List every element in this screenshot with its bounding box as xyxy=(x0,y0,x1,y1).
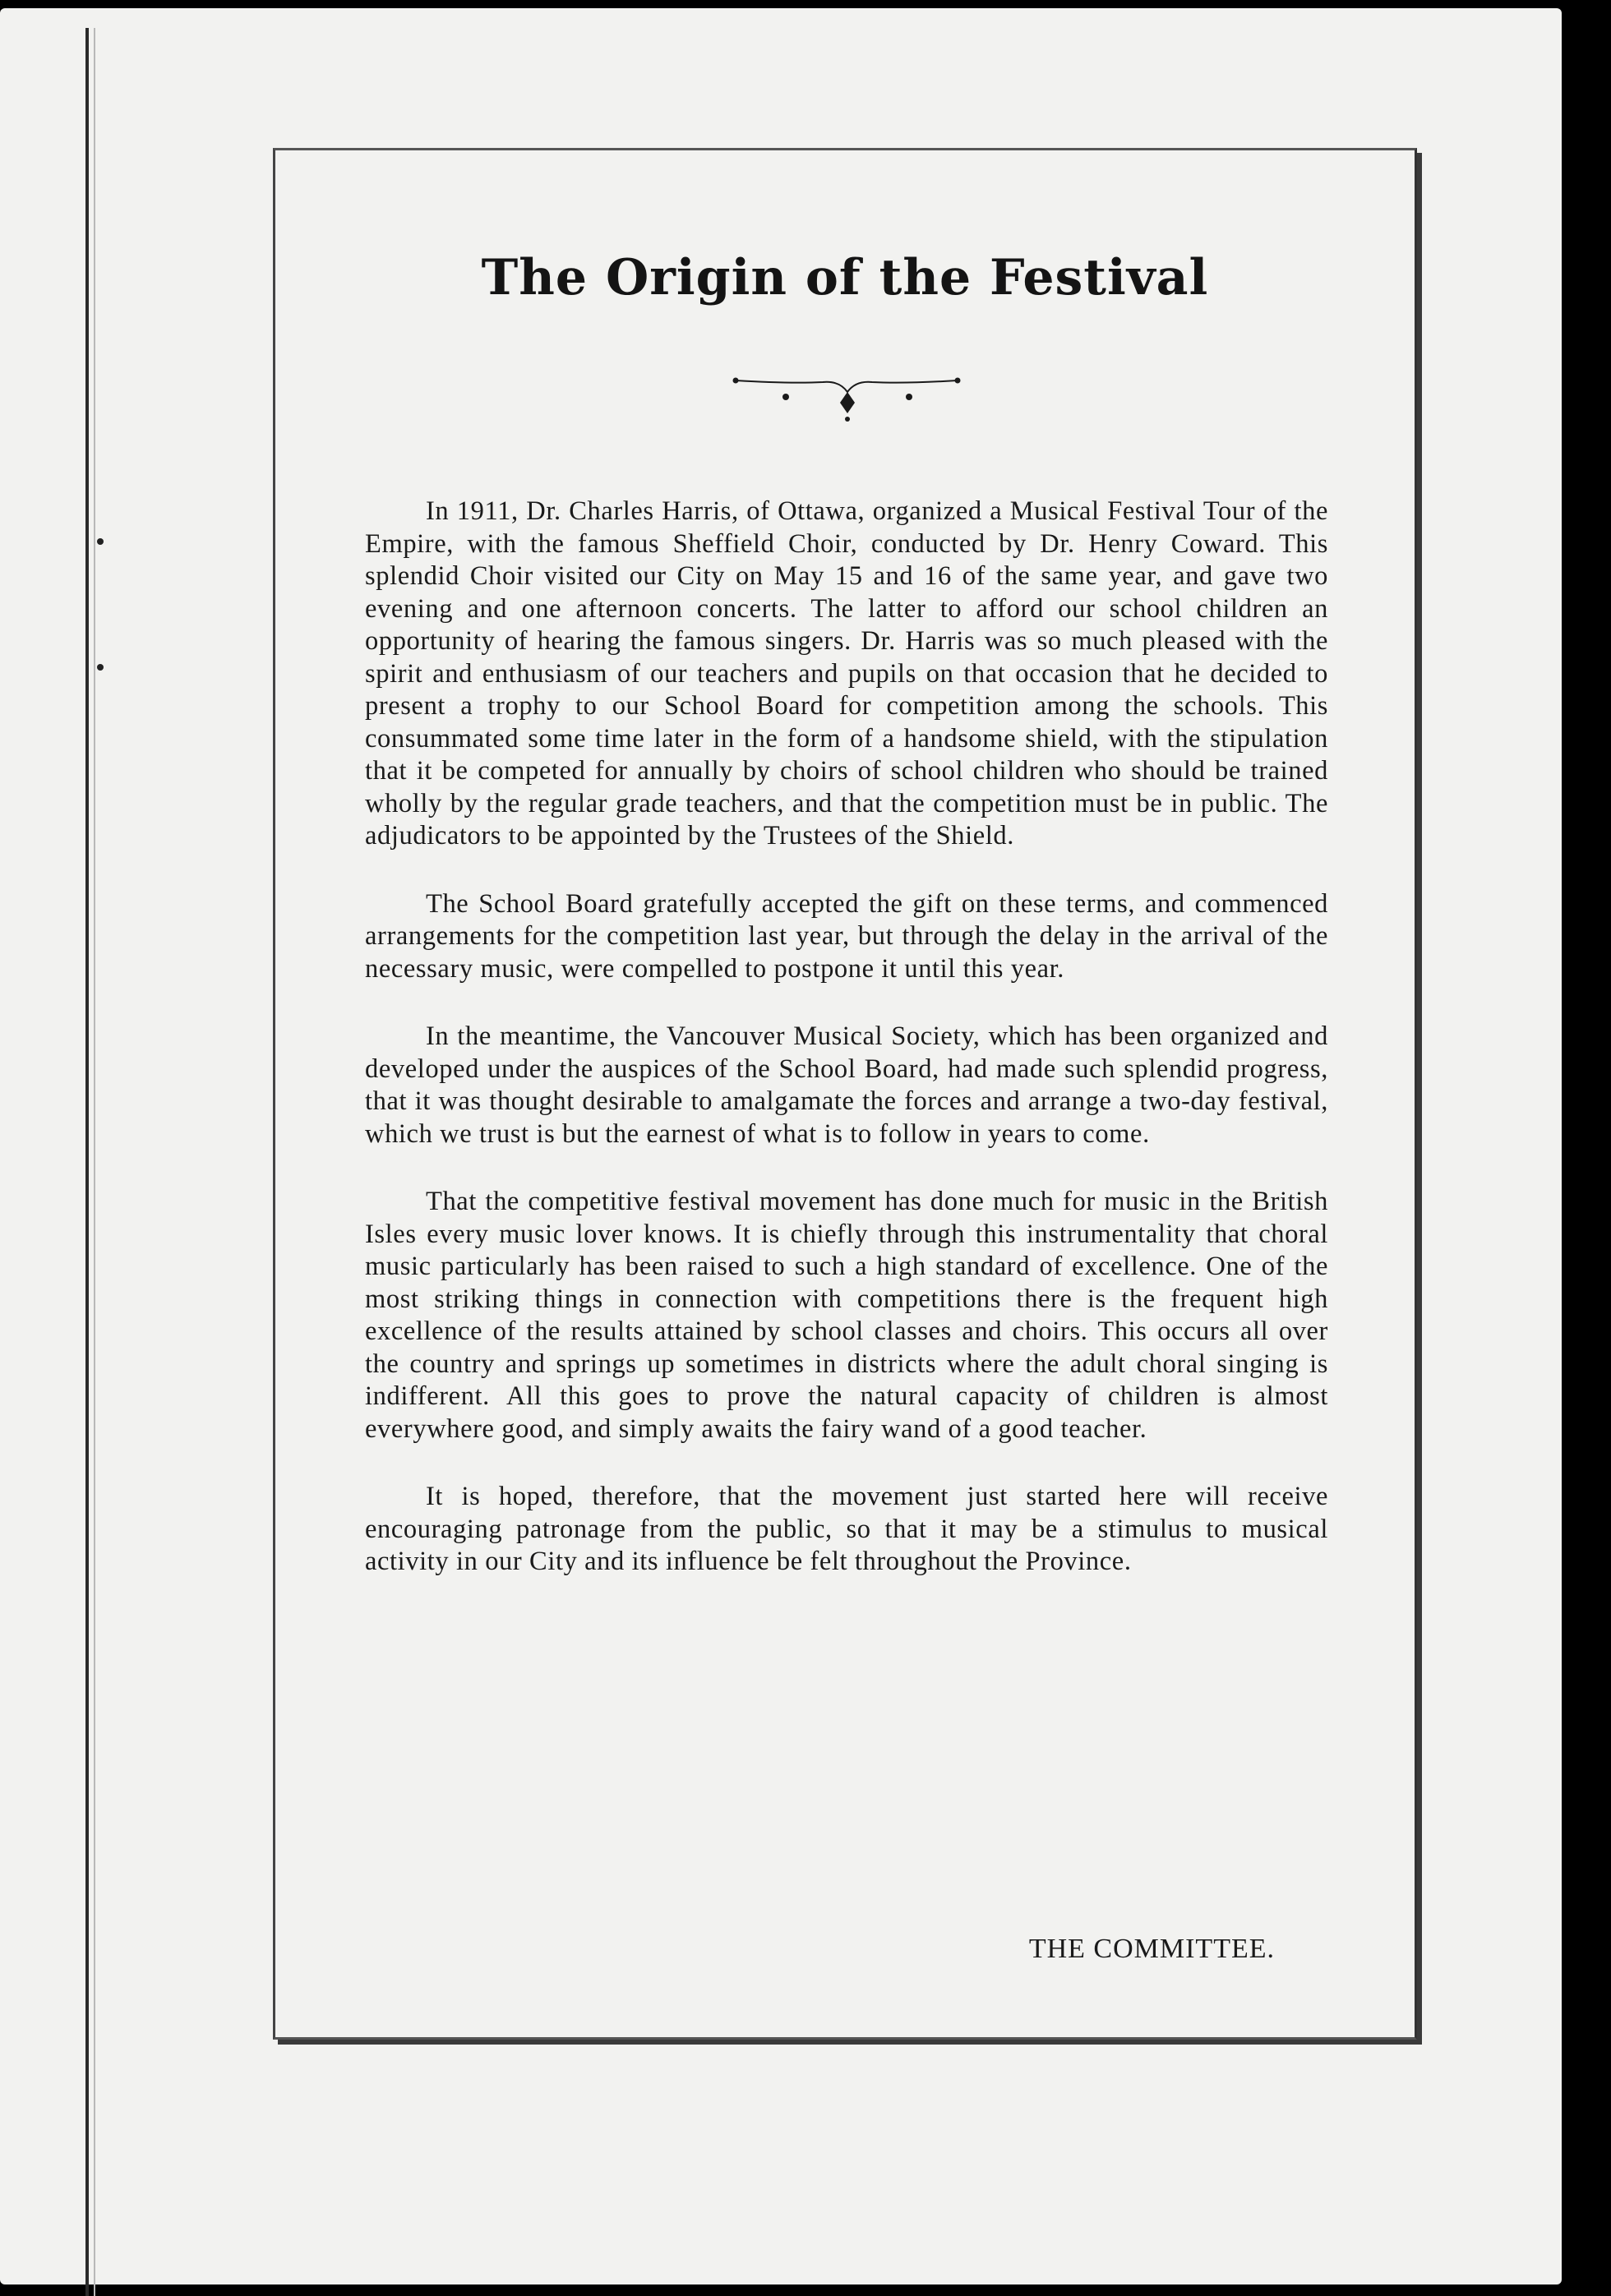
page-title: The Origin of the Festival xyxy=(481,249,1209,307)
paragraph: It is hoped, therefore, that the movement just started here will receive encouraging patronage from the public, so that it may be a stimulus to musical activity in our City and its influence be felt throughout the Province. xyxy=(365,1482,1328,1576)
paragraph: The School Board gratefully accepted the gift on these terms, and commenced arrangements for the competition last year, but through the delay in the arrival of the necessary music, were compelled to postpone it until this year. xyxy=(365,888,1328,984)
binding-gutter-line xyxy=(85,28,89,2296)
page-border-frame xyxy=(273,148,1417,2040)
article-body xyxy=(365,496,1328,1614)
signature: THE COMMITTEE. xyxy=(1028,1934,1275,1964)
margin-dot xyxy=(97,538,104,545)
paragraph: In 1911, Dr. Charles Harris, of Ottawa, organized a Musical Festival Tour of the Empire, with the famous Sheffield Choir, conducted by Dr. Henry Coward. This splendid Choir visited our City on May 15 and 16 of the same year, and gave two evening and one afternoon concerts. The latter to afford our school children an opportunity of hearing the famous singers. Dr. Harris was so much pleased with the spirit and enthusiasm of our teachers and pupils on that occasion that he decided to present a trophy to our School Board for competition among the schools. This consummated some time later in the form of a handsome shield, with the stipulation that it be competed for annually by choirs of school children who should be trained wholly by the regular grade teachers, and that the competition must be in public. The adjudicators to be appointed by the Trustees of the Shield. xyxy=(365,496,1328,851)
scanned-page xyxy=(0,8,1562,2284)
paragraph: In the meantime, the Vancouver Musical Society, which has been organized and developed under the auspices of the School Board, had made such splendid progress, that it was thought desirable to amalgamate the forces and arrange a two-day festival, which we trust is but the earnest of what is to follow in years to come. xyxy=(365,1021,1328,1149)
paragraph: That the competitive festival movement has done much for music in the British Isles every music lover knows. It is chiefly through this instrumentality that choral music particularly has been raised to such a high standard of excellence. One of the most striking things in connection with competitions there is the frequent high excellence of the results attained by school classes and choirs. This occurs all over the country and springs up sometimes in districts where the adult choral singing is indifferent. All this goes to prove the natural capacity of children is almost everywhere good, and simply awaits the fairy wand of a good teacher. xyxy=(365,1187,1328,1444)
margin-dot xyxy=(97,664,104,671)
ornament-divider xyxy=(732,372,962,430)
